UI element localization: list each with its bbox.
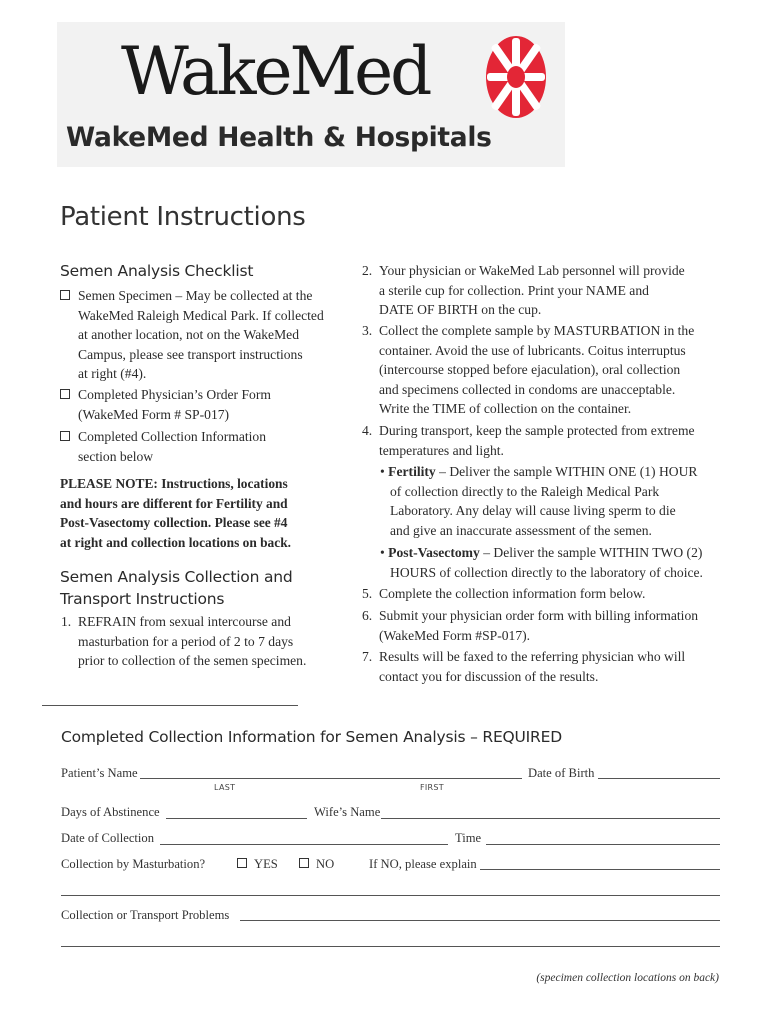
step-text: prior to collection of the semen specimen. <box>78 653 307 669</box>
explain-field-line-2[interactable] <box>61 895 720 896</box>
patient-name-field[interactable] <box>140 778 522 779</box>
bullet: • <box>380 464 385 479</box>
checklist-text: Completed Physician’s Order Form <box>78 387 271 402</box>
fertility-text: of collection directly to the Raleigh Medical Park <box>390 483 660 499</box>
step-text: During transport, keep the sample protected from extreme <box>379 423 695 438</box>
step-number: 5. <box>362 586 373 601</box>
step-text: container. Avoid the use of lubricants. Coitus interruptus <box>379 342 686 358</box>
abstinence-label: Days of Abstinence <box>61 805 160 819</box>
checklist-text: Campus, please see transport instructions <box>78 346 303 362</box>
fertility-text: and give an inaccurate assessment of the semen. <box>390 522 652 538</box>
step-text: masturbation for a period of 2 to 7 days <box>78 633 294 649</box>
problems-field[interactable] <box>240 920 720 921</box>
fertility-label: Fertility <box>388 464 436 479</box>
fertility-text: – Deliver the sample WITHIN ONE (1) HOUR <box>435 464 698 479</box>
explain-field[interactable] <box>480 869 720 870</box>
step-number: 6. <box>362 608 373 623</box>
fertility-text: Laboratory. Any delay will cause living sperm to die <box>390 503 676 519</box>
time-label: Time <box>455 831 482 845</box>
step-text: DATE OF BIRTH on the cup. <box>379 302 542 318</box>
logo-banner <box>57 22 565 167</box>
dob-label: Date of Birth <box>528 766 595 780</box>
checklist-text: at right (#4). <box>78 366 147 382</box>
step-number: 4. <box>362 423 373 438</box>
masturbation-label: Collection by Masturbation? <box>61 857 206 871</box>
step-number: 2. <box>362 263 373 278</box>
step-text: REFRAIN from sexual intercourse and <box>78 614 291 629</box>
no-label: NO <box>316 857 335 871</box>
step-text: and specimens collected in condoms are unacceptable. <box>379 381 676 397</box>
collection-date-label: Date of Collection <box>61 831 155 845</box>
note-line: Post-Vasectomy collection. Please see #4 <box>60 515 288 531</box>
first-name-caption: FIRST <box>420 783 444 792</box>
wife-name-label: Wife’s Name <box>314 805 381 819</box>
explain-label: If NO, please explain <box>369 857 477 871</box>
step-number: 7. <box>362 649 373 664</box>
checkbox[interactable] <box>60 431 70 441</box>
step-text: contact you for discussion of the results. <box>379 668 599 684</box>
step-number: 1. <box>61 614 72 629</box>
step-number: 3. <box>362 323 373 338</box>
checklist-heading: Semen Analysis Checklist <box>60 262 254 280</box>
org-name: WakeMed Health & Hospitals <box>66 122 492 153</box>
checklist-text: Semen Specimen – May be collected at the <box>78 288 313 303</box>
yes-label: YES <box>254 857 278 871</box>
step-text: Collect the complete sample by MASTURBATION in the <box>379 323 695 338</box>
post-vasectomy-label: Post-Vasectomy <box>388 545 480 560</box>
step-text: temperatures and light. <box>379 442 504 458</box>
checkbox[interactable] <box>60 290 70 300</box>
dob-field[interactable] <box>598 778 720 779</box>
please-note <box>60 474 340 552</box>
abstinence-field[interactable] <box>166 818 307 819</box>
problems-label: Collection or Transport Problems <box>61 908 230 922</box>
checklist-text: WakeMed Raleigh Medical Park. If collected <box>78 307 324 323</box>
checklist-text: Completed Collection Information <box>78 429 267 444</box>
step-text: Submit your physician order form with billing information <box>379 608 699 623</box>
step-text: a sterile cup for collection. Print your NAME and <box>379 282 649 298</box>
transport-heading <box>60 566 293 610</box>
step-text: (intercourse stopped before ejaculation), oral collection <box>379 362 681 378</box>
checklist-text: (WakeMed Form # SP-017) <box>78 406 230 422</box>
no-checkbox[interactable] <box>299 858 309 868</box>
post-vasectomy-text: – Deliver the sample WITHIN TWO (2) <box>479 545 703 560</box>
time-field[interactable] <box>486 844 720 845</box>
yes-checkbox[interactable] <box>237 858 247 868</box>
wife-name-field[interactable] <box>381 818 720 819</box>
fertility-instructions <box>380 462 740 540</box>
step-text: Write the TIME of collection on the container. <box>379 401 632 417</box>
heading-line: Semen Analysis Collection and <box>60 568 293 586</box>
patient-name-label: Patient’s Name <box>61 766 138 780</box>
post-vasectomy-instructions <box>380 543 740 582</box>
heading-line: Transport Instructions <box>60 590 225 608</box>
step-text: (WakeMed Form #SP-017). <box>379 627 531 643</box>
divider <box>42 705 298 706</box>
problems-field-line-2[interactable] <box>61 946 720 947</box>
checkbox[interactable] <box>60 389 70 399</box>
note-line: PLEASE NOTE: Instructions, locations <box>60 476 288 491</box>
footer-note: (specimen collection locations on back) <box>536 972 719 984</box>
note-line: and hours are different for Fertility and <box>60 495 288 511</box>
checklist-text: at another location, not on the WakeMed <box>78 327 299 343</box>
post-vasectomy-text: HOURS of collection directly to the laboratory of choice. <box>390 564 703 580</box>
logo-wordmark: WakeMed <box>121 33 430 110</box>
step-text: Your physician or WakeMed Lab personnel will provide <box>379 263 685 278</box>
note-line: at right and collection locations on back. <box>60 534 291 550</box>
collection-date-field[interactable] <box>160 844 448 845</box>
checklist-text: section below <box>78 448 154 464</box>
step-text: Results will be faxed to the referring physician who will <box>379 649 686 664</box>
form-heading: Completed Collection Information for Semen Analysis – REQUIRED <box>61 728 562 746</box>
wakemed-emblem-icon <box>484 34 548 120</box>
page-title: Patient Instructions <box>60 202 306 232</box>
step-text: Complete the collection information form below. <box>379 586 646 601</box>
last-name-caption: LAST <box>214 783 236 792</box>
bullet: • <box>380 545 385 560</box>
